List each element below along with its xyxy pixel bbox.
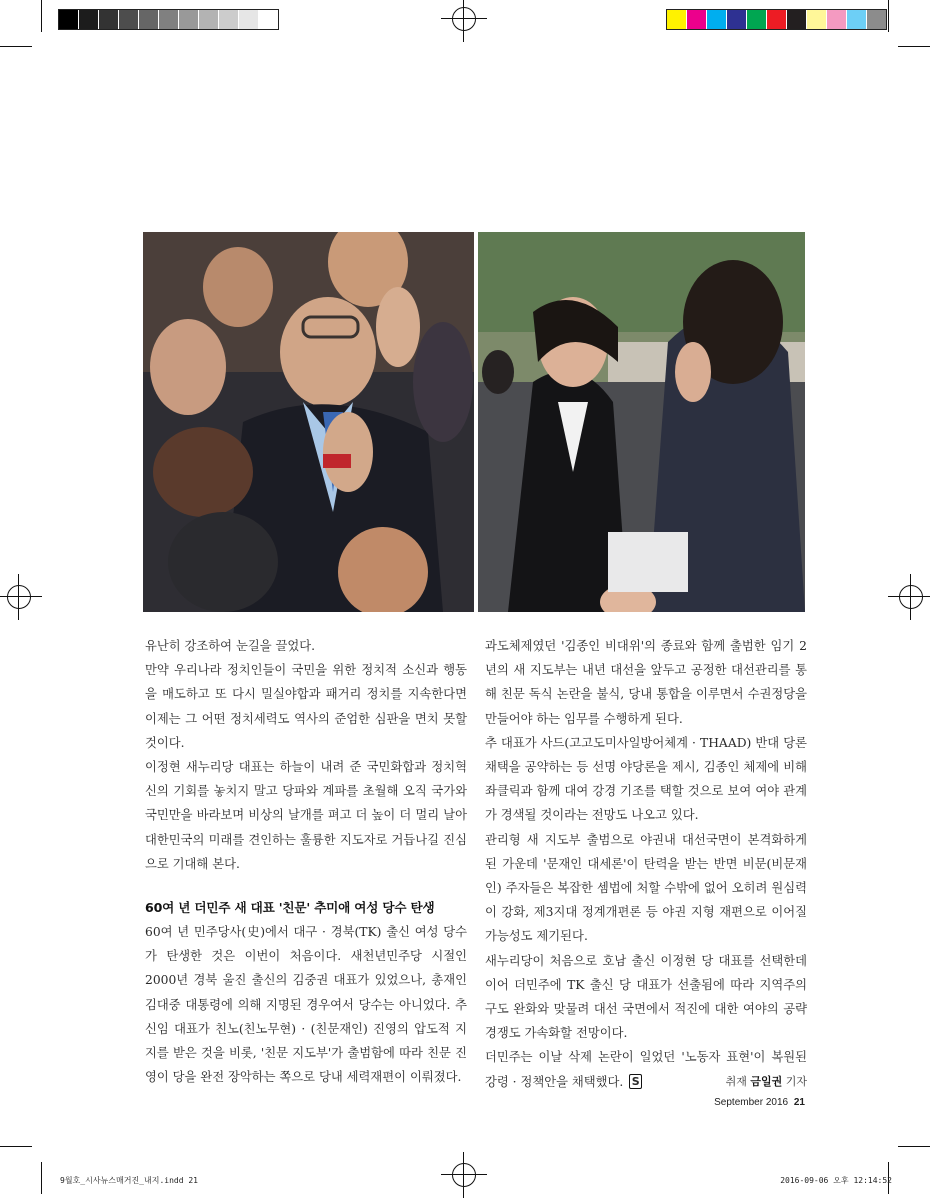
paragraph: 새누리당이 처음으로 호남 출신 이정현 당 대표를 선택한데 이어 더민주에 TK 출신 당 대표가 선출됨에 따라 지역주의 구도 완화와 맞물려 대선 국면에서 적진에 대한 여야의 공략 경쟁도 가속화할 전망이다. bbox=[485, 953, 807, 1041]
paragraph: 60여 년 민주당사(史)에서 대구 · 경북(TK) 출신 여성 당수가 탄생한 것은 이번이 처음이다. 새천년민주당 시절인 2000년 경북 울진 출신의 김중권 대표가 있었으나, 총재인 김대중 대통령에 의해 지명된 경우여서 당수는 아니었다. 추 신임 대표가 친노(친노무현) · (친문재인) 진영의 압도적 지지를 받은 것을 비롯, '친문 지도부'가 출범함에 따라 친문 진영이 당을 완전 장악하는 쪽으로 당내 세력재편이 이뤄졌다. bbox=[145, 925, 467, 1085]
paragraph: 만약 우리나라 정치인들이 국민을 위한 정치적 소신과 행동을 매도하고 또 다시 밀실야합과 패거리 정치를 지속한다면 이제는 그 어떤 정치세력도 역사의 준엄한 심판을 면치 못할 것이다. bbox=[145, 663, 467, 750]
color-swatch bbox=[687, 10, 707, 29]
paragraph: 유난히 강조하여 눈길을 끌었다. bbox=[145, 639, 316, 653]
color-swatch bbox=[59, 10, 79, 29]
grayscale-color-bar bbox=[58, 9, 279, 30]
color-swatch bbox=[767, 10, 787, 29]
article-column-left bbox=[145, 634, 467, 1089]
color-swatch bbox=[159, 10, 179, 29]
section-subheading: 60여 년 더민주 새 대표 '친문' 추미애 여성 당수 탄생 bbox=[145, 900, 435, 916]
process-color-bar bbox=[666, 9, 887, 30]
paragraph: 추 대표가 사드(고고도미사일방어체계 · THAAD) 반대 당론 채택을 공약하는 등 선명 야당론을 제시, 김종인 체제에 비해 좌클릭과 함께 대여 강경 기조를 택할 것으로 보여 여야 관계가 경색될 것이라는 전망도 나오고 있다. bbox=[485, 735, 807, 823]
crop-mark bbox=[41, 1162, 42, 1194]
paragraph: 과도체제였던 '김종인 비대위'의 종료와 함께 출범한 임기 2년의 새 지도부는 내년 대선을 앞두고 공정한 대선관리를 통해 친문 독식 논란을 불식, 당내 통합을 이루면서 수권정당을 만들어야 하는 임무를 수행하게 된다. bbox=[485, 639, 807, 726]
color-swatch bbox=[179, 10, 199, 29]
color-swatch bbox=[807, 10, 827, 29]
color-swatch bbox=[239, 10, 259, 29]
celebrating-crowd-photo bbox=[143, 232, 474, 612]
folio-month: September 2016 bbox=[714, 1097, 789, 1108]
article-column-right bbox=[485, 634, 807, 1094]
closing-paragraph bbox=[485, 1045, 807, 1093]
file-slug: 9월호_시사뉴스매거진_내지.indd 21 bbox=[60, 1176, 198, 1185]
reporter-name: 금일권 bbox=[750, 1074, 783, 1088]
handshake-photo-art bbox=[478, 232, 805, 612]
print-timestamp: 2016-09-06 오후 12:14:52 bbox=[780, 1176, 892, 1185]
color-swatch bbox=[79, 10, 99, 29]
color-swatch bbox=[867, 10, 886, 29]
paragraph: 관리형 새 지도부 출범으로 야권내 대선국면이 본격화하게 된 가운데 '문재인 대세론'이 탄력을 받는 반면 비문(비문재인) 주자들은 복잡한 셈법에 처할 수밖에 없어 오히려 원심력이 강화, 제3지대 정계개편론 등 야권 지형 재편으로 이어질 가능성도 제기된다. bbox=[485, 832, 807, 944]
byline-suffix: 기자 bbox=[785, 1074, 807, 1088]
color-swatch bbox=[787, 10, 807, 29]
color-swatch bbox=[99, 10, 119, 29]
color-swatch bbox=[727, 10, 747, 29]
color-swatch bbox=[827, 10, 847, 29]
crop-mark bbox=[898, 1146, 930, 1147]
crop-mark bbox=[41, 0, 42, 32]
crop-mark bbox=[0, 46, 32, 47]
color-swatch bbox=[139, 10, 159, 29]
crowd-photo-art bbox=[143, 232, 474, 612]
paragraph-text: 더민주는 이날 삭제 논란이 일었던 '노동자 표현'이 복원된 강령 · 정책안을 채택했다. bbox=[485, 1050, 807, 1089]
byline bbox=[726, 1070, 807, 1094]
crop-mark bbox=[898, 46, 930, 47]
color-swatch bbox=[219, 10, 239, 29]
registration-mark bbox=[452, 7, 476, 31]
page-number: 21 bbox=[793, 1097, 805, 1108]
handshake-photo bbox=[478, 232, 805, 612]
byline-prefix: 취재 bbox=[725, 1074, 747, 1088]
color-swatch bbox=[119, 10, 139, 29]
paragraph: 이정현 새누리당 대표는 하늘이 내려 준 국민화합과 정치혁신의 기회를 놓치지 말고 당파와 계파를 초월해 오직 국가와 국민만을 바라보며 비상의 날개를 펴고 더 높이 더 멀리 날아 대한민국의 미래를 견인하는 훌륭한 지도자로 거듭나길 진심으로 기대해 본다. bbox=[145, 760, 467, 871]
crop-mark bbox=[888, 0, 889, 32]
color-swatch bbox=[747, 10, 767, 29]
registration-mark bbox=[452, 1163, 476, 1187]
color-swatch bbox=[847, 10, 867, 29]
color-swatch bbox=[707, 10, 727, 29]
registration-mark bbox=[899, 585, 923, 609]
color-swatch bbox=[667, 10, 687, 29]
end-mark-icon: S bbox=[629, 1074, 642, 1089]
crop-mark bbox=[0, 1146, 32, 1147]
color-swatch bbox=[259, 10, 278, 29]
registration-mark bbox=[7, 585, 31, 609]
color-swatch bbox=[199, 10, 219, 29]
page-folio bbox=[714, 1097, 805, 1108]
